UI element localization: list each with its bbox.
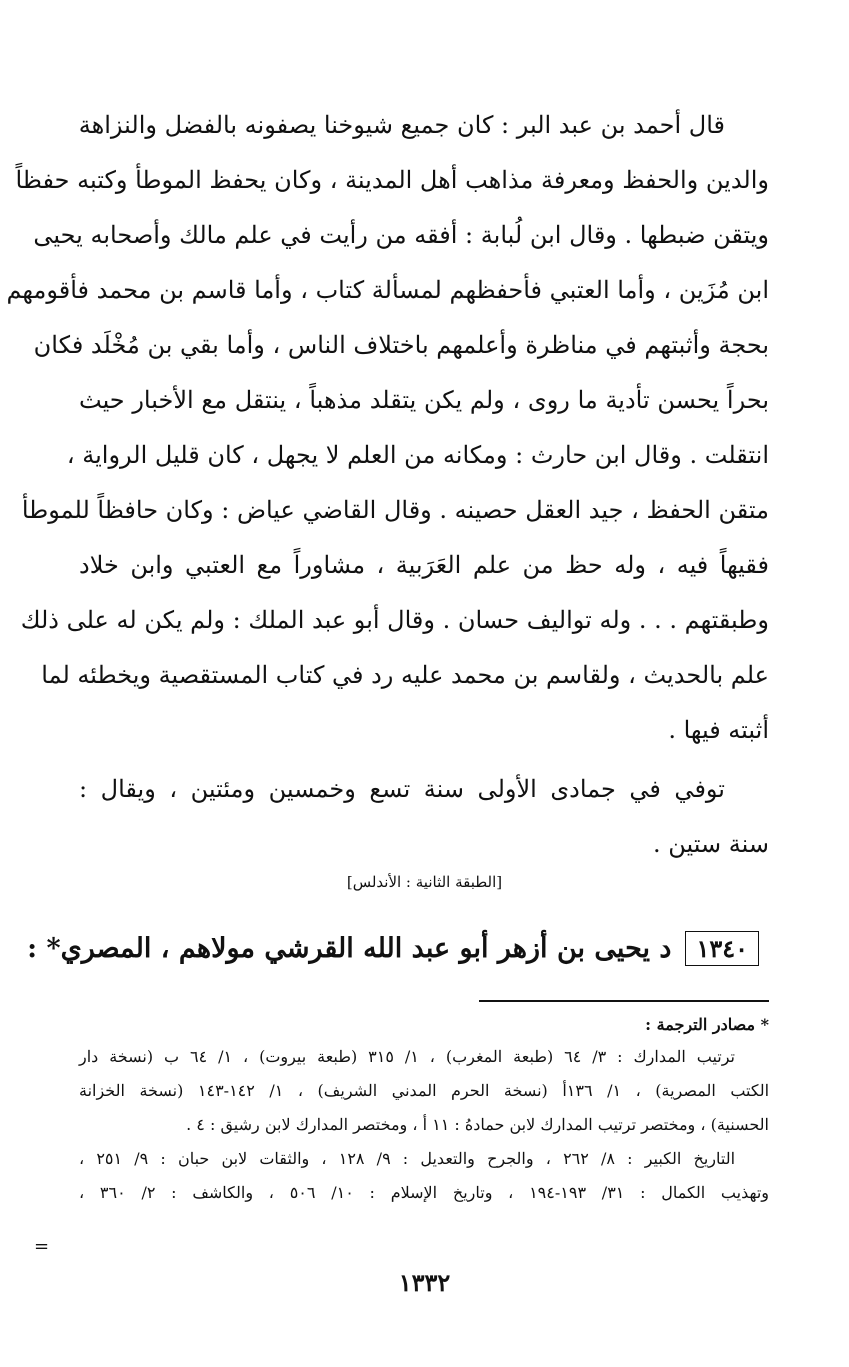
entry-number-box: ١٣٤٠	[685, 931, 759, 966]
text-line: ويتقن ضبطها . وقال ابن لُبابة : أفقه من رأيت في علم مالك وأصحابه يحيى	[33, 221, 769, 249]
text-line: متقن الحفظ ، جيد العقل حصينه . وقال القاضي عياض : وكان حافظاً للموطأ	[21, 496, 769, 524]
footnotes-heading: * مصادر الترجمة :	[645, 1015, 769, 1034]
footnote-line: وتهذيب الكمال : ٣١/ ١٩٣-١٩٤ ، وتاريخ الإسلام : ١٠/ ٥٠٦ ، والكاشف : ٢/ ٣٦٠ ،	[79, 1183, 770, 1202]
text-line: أثبته فيها .	[668, 716, 769, 744]
section-tag	[0, 873, 849, 891]
text-line: وطبقتهم . . . وله تواليف حسان . وقال أبو عبد الملك : ولم يكن له على ذلك	[20, 606, 769, 634]
footnote-divider	[479, 1000, 769, 1002]
text-line: توفي في جمادى الأولى سنة تسع وخمسين ومئتين ، ويقال :	[79, 775, 725, 803]
footnote-line: ترتيب المدارك : ٣/ ٦٤ (طبعة المغرب) ، ١/ ٣١٥ (طبعة بيروت) ، ١/ ٦٤ ب (نسخة دار	[79, 1047, 735, 1066]
footnote-line: التاريخ الكبير : ٨/ ٢٦٢ ، والجرح والتعديل : ٩/ ١٢٨ ، والثقات لابن حبان : ٩/ ٢٥١ ،	[79, 1149, 736, 1168]
footnotes	[79, 1010, 769, 1210]
text-line: انتقلت . وقال ابن حارث : ومكانه من العلم لا يجهل ، كان قليل الرواية ،	[66, 441, 769, 469]
continuation-mark: =	[34, 1236, 50, 1257]
text-line: بحجة وأثبتهم في مناظرة وأعلمهم باختلاف الناس ، وأما بقي بن مُخْلَد فكان	[33, 331, 769, 359]
main-text	[6, 98, 769, 872]
section-tag-label: [الطبقة الثانية : الأندلس]	[346, 873, 503, 891]
text-line: والدين والحفظ ومعرفة مذاهب أهل المدينة ، وكان يحفظ الموطأ وكتبه حفظاً	[15, 166, 769, 194]
text-line: فقيهاً فيه ، وله حظ من علم العَرَبية ، مشاوراً مع العتبي وابن خلاد	[79, 551, 769, 579]
text-line: سنة ستين .	[653, 830, 769, 858]
footnote-line: الحسنية) ، ومختصر ترتيب المدارك لابن حمادهُ : ١١ أ ، ومختصر المدارك لابن رشيق : ٤ .	[186, 1115, 769, 1134]
text-line: ابن مُزَين ، وأما العتبي فأحفظهم لمسألة كتاب ، وأما قاسم بن محمد فأقومهم	[6, 276, 769, 304]
entry-heading	[27, 922, 769, 974]
text-line: علم بالحديث ، ولقاسم بن محمد عليه رد في كتاب المستقصية ويخطئه لما	[41, 661, 769, 689]
footnote-line: الكتب المصرية) ، ١/ ١٣٦أ (نسخة الحرم المدني الشريف) ، ١/ ١٤٢-١٤٣ (نسخة الخزانة	[79, 1081, 770, 1100]
page-number: ١٣٣٢	[398, 1268, 451, 1297]
entry-title: د يحيى بن أزهر أبو عبد الله القرشي مولاهم ، المصري* :	[27, 932, 672, 964]
text-line: قال أحمد بن عبد البر : كان جميع شيوخنا يصفونه بالفضل والنزاهة	[78, 111, 725, 139]
text-line: بحراً يحسن تأدية ما روى ، ولم يكن يتقلد مذهباً ، ينتقل مع الأخبار حيث	[79, 386, 769, 414]
